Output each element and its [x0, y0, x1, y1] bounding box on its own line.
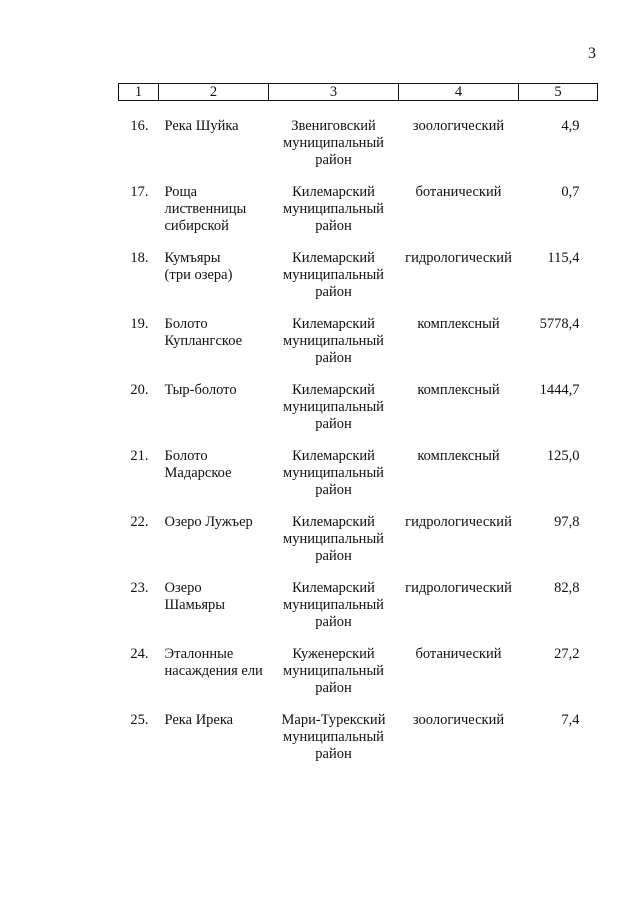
table-row: [119, 646, 598, 712]
reserve-area: 82,8: [554, 580, 580, 596]
district-name: Килемарский муниципальный район: [283, 184, 384, 234]
table-body: [119, 101, 598, 779]
reserve-profile: гидрологический: [405, 580, 512, 596]
reserve-name: Болото Куплангское: [164, 316, 243, 349]
reserve-area: 115,4: [547, 250, 580, 266]
column-header: 4: [399, 84, 519, 101]
reserve-name: Роща лиственницы сибирской: [164, 184, 247, 234]
reserves-table: [118, 83, 598, 778]
district-name: Килемарский муниципальный район: [283, 316, 384, 366]
reserve-profile: гидрологический: [405, 250, 512, 266]
reserve-name: Кумъяры (три озера): [164, 250, 233, 283]
reserve-name: Тыр-болото: [164, 382, 237, 398]
reserve-name: Река Ирека: [164, 712, 234, 728]
row-number: 23.: [130, 580, 149, 596]
table-row: [119, 580, 598, 646]
district-name: Килемарский муниципальный район: [283, 382, 384, 432]
reserve-profile: ботанический: [415, 646, 502, 662]
column-header: 5: [519, 84, 598, 101]
reserve-profile: зоологический: [412, 712, 505, 728]
row-number: 19.: [130, 316, 149, 332]
table-row: [119, 712, 598, 778]
column-header: 3: [269, 84, 399, 101]
table-row: [119, 184, 598, 250]
column-header: 1: [119, 84, 159, 101]
reserve-profile: комплексный: [417, 316, 500, 332]
reserve-name: Эталонные насаждения ели: [164, 646, 263, 679]
row-number: 22.: [130, 514, 149, 530]
reserve-profile: гидрологический: [405, 514, 512, 530]
table-row: [119, 382, 598, 448]
table-header-row: [119, 84, 598, 101]
row-number: 20.: [130, 382, 149, 398]
reserve-area: 27,2: [554, 646, 580, 662]
reserve-name: Озеро Шамьяры: [164, 580, 226, 613]
district-name: Куженерский муниципальный район: [283, 646, 384, 696]
row-number: 24.: [130, 646, 149, 662]
reserve-area: 5778,4: [539, 316, 580, 332]
reserve-profile: комплексный: [417, 382, 500, 398]
reserve-name: Озеро Лужъер: [164, 514, 253, 530]
reserve-name: Болото Мадарское: [164, 448, 232, 481]
table-row: [119, 250, 598, 316]
column-header: 2: [159, 84, 269, 101]
reserve-area: 4,9: [561, 118, 580, 134]
row-number: 16.: [130, 118, 149, 134]
table-row: [119, 316, 598, 382]
reserve-area: 7,4: [561, 712, 580, 728]
district-name: Килемарский муниципальный район: [283, 448, 384, 498]
table-row: [119, 118, 598, 184]
table-row: [119, 514, 598, 580]
table-row: [119, 448, 598, 514]
district-name: Килемарский муниципальный район: [283, 514, 384, 564]
reserve-profile: комплексный: [417, 448, 500, 464]
page-number: 3: [588, 45, 596, 62]
row-number: 18.: [130, 250, 149, 266]
row-number: 21.: [130, 448, 149, 464]
district-name: Мари-Турекский муниципальный район: [281, 712, 386, 762]
reserve-area: 97,8: [554, 514, 580, 530]
row-number: 25.: [130, 712, 149, 728]
reserve-profile: ботанический: [415, 184, 502, 200]
reserve-profile: зоологический: [412, 118, 505, 134]
district-name: Килемарский муниципальный район: [283, 250, 384, 300]
reserve-name: Река Шуйка: [164, 118, 239, 134]
reserve-area: 125,0: [546, 448, 580, 464]
row-number: 17.: [130, 184, 149, 200]
district-name: Килемарский муниципальный район: [283, 580, 384, 630]
reserve-area: 0,7: [561, 184, 580, 200]
reserve-area: 1444,7: [539, 382, 580, 398]
district-name: Звениговский муниципальный район: [283, 118, 384, 168]
table-spacer: [119, 101, 598, 119]
